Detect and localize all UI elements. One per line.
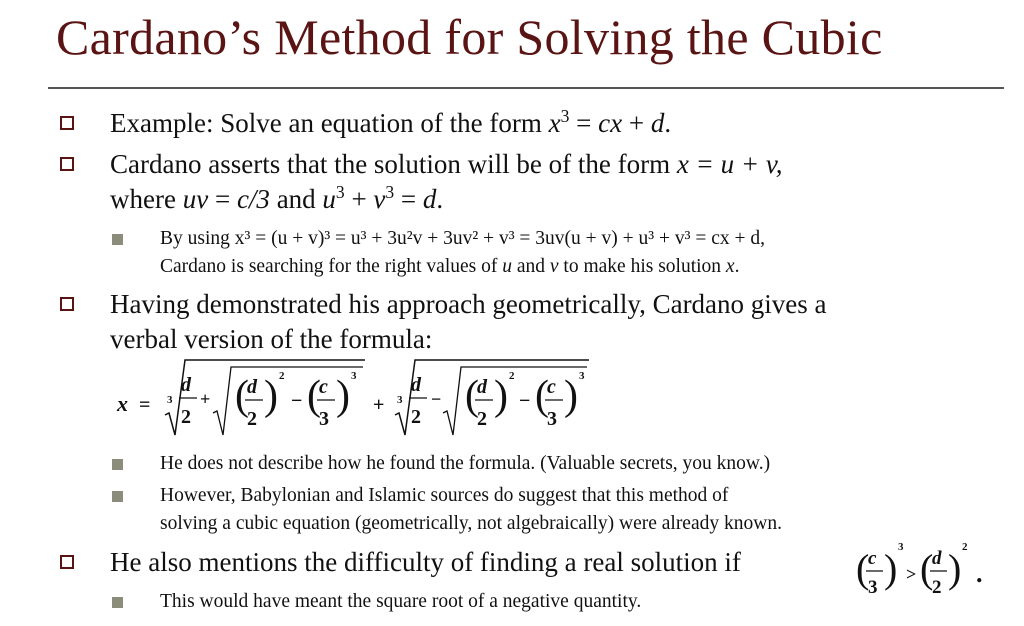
paren-left: ( (535, 373, 549, 419)
bullet-text: He also mentions the difficulty of finding a real solution if (110, 547, 741, 577)
exp-2: 2 (509, 370, 515, 382)
subbullet-square-icon (112, 597, 123, 608)
formula-plus: + (200, 389, 211, 409)
formula-plus: + (373, 394, 385, 416)
paren-left: ( (920, 546, 934, 591)
bullet-text: Having demonstrated his approach geometrically, Cardano gives a (110, 289, 827, 319)
cube-root-index: 3 (397, 394, 403, 406)
frac-d-num: d (411, 374, 421, 396)
frac-c-num: c (547, 376, 556, 398)
bullet-box-icon (60, 297, 74, 311)
bullet-box-icon (60, 157, 74, 171)
frac-2-den: 2 (181, 406, 191, 428)
paren-left: ( (465, 373, 479, 419)
paren-left: ( (856, 546, 870, 591)
bullet-box-icon (60, 116, 74, 130)
subbullet-text: He does not describe how he found the formula. (Valuable secrets, you know.) (160, 453, 771, 474)
bullet-text: Example: Solve an equation of the form $x^3$ = cx + d. (110, 106, 672, 138)
formula-minus: − (291, 390, 303, 412)
subbullet-text: Cardano is searching for the right values of u and v to make his solution x. (160, 256, 740, 277)
subbullet-text: This would have meant the square root of a negative quantity. (160, 591, 642, 612)
formula-equals: = (139, 394, 151, 416)
formula-minus: − (519, 390, 531, 412)
cube-root-index: 3 (167, 394, 173, 406)
bullet-text: verbal version of the formula: (110, 324, 433, 354)
frac-d-num: d (477, 376, 487, 398)
subbullet-text: However, Babylonian and Islamic sources do suggest that this method of (160, 485, 729, 506)
frac-2-den: 2 (247, 408, 257, 430)
formula-minus: − (431, 389, 442, 409)
exp-2: 2 (962, 541, 968, 553)
paren-right: ) (564, 373, 578, 419)
exp-3: 3 (351, 370, 357, 382)
subbullet-square-icon (112, 459, 123, 470)
frac-2-den: 2 (477, 408, 487, 430)
exp-3: 3 (898, 541, 904, 553)
period: . (976, 559, 983, 588)
frac-c-num: c (319, 376, 328, 398)
paren-right: ) (264, 373, 278, 419)
frac-c-num: c (868, 548, 877, 569)
paren-right: ) (494, 373, 508, 419)
frac-3-den: 3 (319, 408, 329, 430)
frac-d-num: d (247, 376, 257, 398)
paren-left: ( (235, 373, 249, 419)
paren-right: ) (948, 546, 962, 591)
frac-2-den: 2 (932, 577, 942, 598)
frac-d-num: d (181, 374, 191, 396)
condition-inequality (854, 538, 1004, 600)
frac-3-den: 3 (868, 577, 878, 598)
paren-right: ) (884, 546, 898, 591)
exp-2: 2 (279, 370, 285, 382)
frac-3-den: 3 (547, 408, 557, 430)
slide-title: Cardano’s Method for Solving the Cubic (56, 9, 883, 65)
paren-left: ( (307, 373, 321, 419)
frac-2-den: 2 (411, 406, 421, 428)
subbullet-square-icon (112, 491, 123, 502)
subbullet-square-icon (112, 234, 123, 245)
bullet-text: Cardano asserts that the solution will be of the form x = u + v, (110, 149, 783, 179)
exp-3: 3 (579, 370, 585, 382)
title-divider (48, 87, 1004, 89)
bullet-text: where uv = c/3 and $u^3 + v^3 = d$. (110, 182, 444, 214)
frac-d-num: d (932, 548, 942, 569)
formula-x: x (117, 391, 128, 416)
subbullet-text: By using x³ = (u + v)³ = u³ + 3u²v + 3uv² + v³ = 3uv(u + v) + u³ + v³ = cx + d, (160, 228, 766, 249)
greater-than: > (906, 564, 917, 584)
bullet-box-icon (60, 555, 74, 569)
cardano-formula (115, 355, 595, 445)
subbullet-text: solving a cubic equation (geometrically, not algebraically) were already known. (160, 513, 782, 534)
paren-right: ) (336, 373, 350, 419)
